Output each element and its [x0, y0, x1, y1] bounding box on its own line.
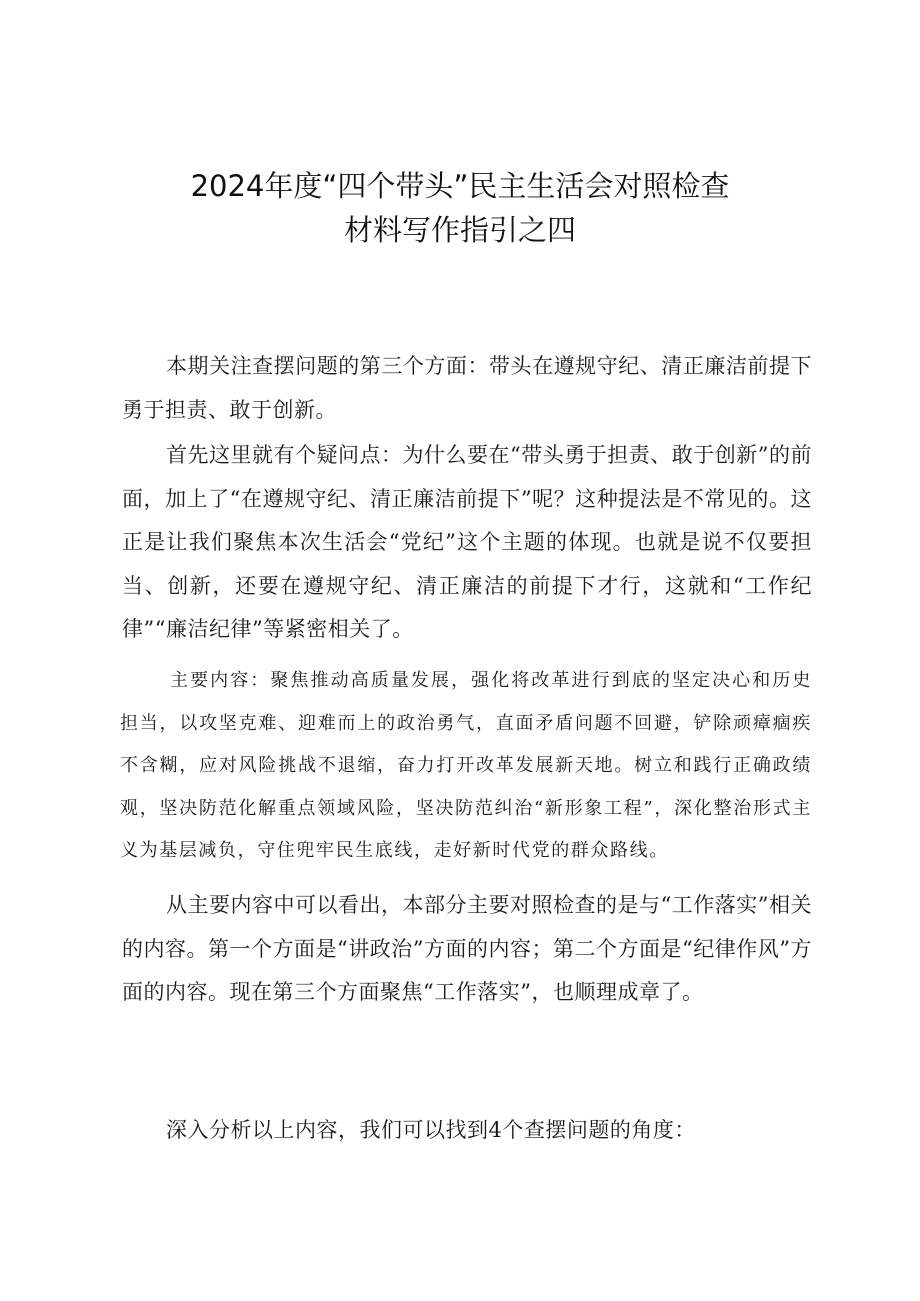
- paragraph-question-point: 首先这里就有个疑问点：为什么要在“带头勇于担责、敢于创新”的前面，加上了“在遵规守纪、清正廉洁前提下”呢？这种提法是不常见的。这正是让我们聚焦本次生活会“党纪”这个主题的体现。也就是说不仅要担当、创新，还要在遵规守纪、清正廉洁的前提下才行，这就和“工作纪律”“廉洁纪律”等紧密相关了。: [122, 443, 812, 641]
- paragraph-focus-intro: 本期关注查摆问题的第三个方面：带头在遵规守纪、清正廉洁前提下勇于担责、敢于创新。: [122, 354, 812, 422]
- paragraph-main-content: 主要内容：聚焦推动高质量发展，强化将改革进行到底的坚定决心和历史担当，以攻坚克难、迎难而上的政治勇气，直面矛盾问题不回避，铲除顽瘴痼疾不含糊，应对风险挑战不退缩，奋力打开改革发展新天地。树立和践行正确政绩观，坚决防范化解重点领域风险，坚决防范纠治“新形象工程”，深化整治形式主义为基层减负，守住兜牢民生底线，走好新时代党的群众路线。: [120, 670, 812, 861]
- paragraph-angles-lead: 深入分析以上内容，我们可以找到4个查摆问题的角度：: [166, 1118, 696, 1142]
- paragraph-analysis: 从主要内容中可以看出，本部分主要对照检查的是与“工作落实”相关的内容。第一个方面是“讲政治”方面的内容；第二个方面是“纪律作风”方面的内容。现在第三个方面聚焦“工作落实”，也顺理成章了。: [122, 893, 812, 1004]
- document-title-line-1: 2024年度“四个带头”民主生活会对照检查: [190, 169, 730, 203]
- document-title-line-2: 材料写作指引之四: [343, 213, 576, 247]
